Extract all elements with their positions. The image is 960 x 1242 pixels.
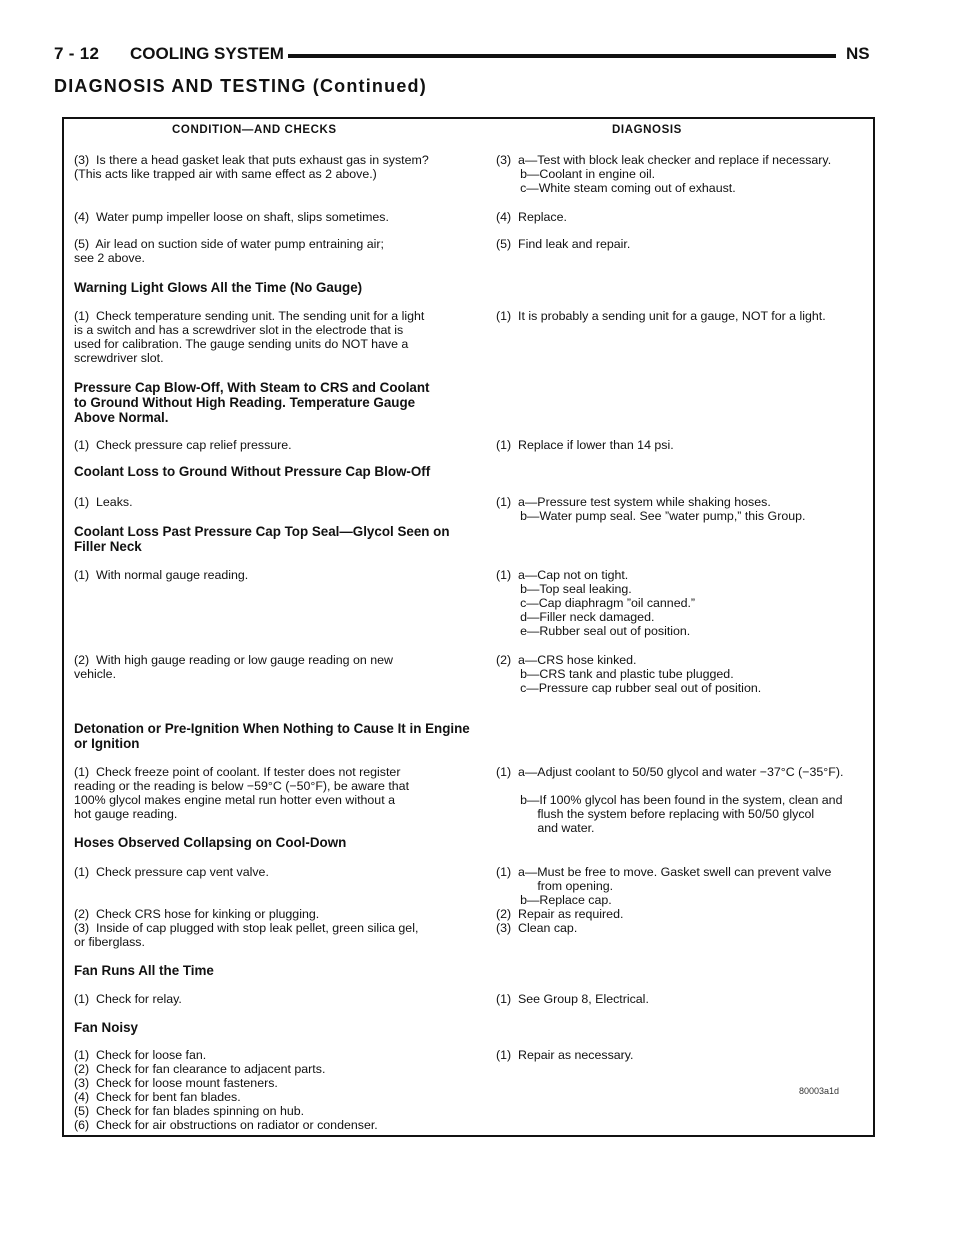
condition-heading-text: Coolant Loss Past Pressure Cap Top Seal—Glycol Seen on Filler Neck (74, 524, 450, 554)
condition-cell: (1) Check pressure cap vent valve. (74, 865, 269, 879)
condition-cell: (3) Is there a head gasket leak that puts exhaust gas in system? (This acts like trapped air with same effect as 2 above.) (74, 153, 429, 181)
condition-cell: (1) Leaks. (74, 495, 133, 509)
condition-heading-text: Pressure Cap Blow-Off, With Steam to CRS and Coolant to Ground Without High Reading. Temperature Gauge Above Normal. (74, 380, 430, 425)
condition-heading-text: Hoses Observed Collapsing on Cool-Down (74, 835, 347, 850)
chapter-title: COOLING SYSTEM (130, 44, 284, 63)
condition-cell: (1) With normal gauge reading. (74, 568, 249, 582)
condition-cell: (2) Check CRS hose for kinking or plugging. (3) Inside of cap plugged with stop leak pellet, green silica gel, or fiberglass. (74, 907, 419, 949)
condition-cell: (1) Check freeze point of coolant. If tester does not register reading or the reading is below −59°C (−50°F), be aware that 100% glycol makes engine metal run hotter even without a hot gauge reading. (74, 765, 410, 821)
diagnosis-cell: (1) Repair as necessary. (496, 1048, 634, 1062)
diagnosis-cell: (1) a—Must be free to move. Gasket swell can prevent valve from opening. b—Replace cap. (496, 865, 832, 907)
condition-heading-text: Fan Noisy (74, 1020, 138, 1035)
diagnosis-table (62, 117, 875, 1137)
diagnosis-cell: (1) Replace if lower than 14 psi. (496, 438, 674, 452)
condition-heading-text: Detonation or Pre-Ignition When Nothing to Cause It in Engine or Ignition (74, 721, 470, 751)
diagnosis-cell: (1) a—Adjust coolant to 50/50 glycol and water −37°C (−35°F). b—If 100% glycol has been found in the system, clean and flush the system before replacing with 50/50 glycol and water. (496, 765, 844, 835)
diagnosis-cell: (2) a—CRS hose kinked. b—CRS tank and plastic tube plugged. c—Pressure cap rubber seal out of position. (496, 653, 762, 695)
condition-cell: (1) Check for relay. (74, 992, 182, 1006)
page-number: 7 - 12 (54, 44, 100, 63)
column-header-condition: CONDITION—AND CHECKS (172, 124, 337, 136)
diagnosis-cell: (4) Replace. (496, 210, 567, 224)
column-header-diagnosis: DIAGNOSIS (612, 124, 682, 136)
condition-heading-text: Coolant Loss to Ground Without Pressure Cap Blow-Off (74, 464, 431, 479)
condition-heading-text: Warning Light Glows All the Time (No Gauge) (74, 280, 363, 295)
diagnosis-cell: (1) a—Pressure test system while shaking hoses. b—Water pump seal. See ”water pump,” this Group. (496, 495, 806, 523)
condition-cell: (5) Air lead on suction side of water pump entraining air; see 2 above. (74, 237, 384, 265)
condition-cell: (1) Check pressure cap relief pressure. (74, 438, 292, 452)
diagnosis-cell: (3) a—Test with block leak checker and replace if necessary. b—Coolant in engine oil. c—White steam coming out of exhaust. (496, 153, 832, 195)
diagnosis-cell: (2) Repair as required. (3) Clean cap. (496, 907, 624, 935)
diagnosis-cell: (1) See Group 8, Electrical. (496, 992, 649, 1006)
condition-heading-text: Fan Runs All the Time (74, 963, 214, 978)
figure-id: 80003a1d (799, 1086, 840, 1096)
header-rule (288, 54, 836, 58)
diagnosis-cell: (1) It is probably a sending unit for a gauge, NOT for a light. (496, 309, 826, 323)
section-title: DIAGNOSIS AND TESTING (Continued) (54, 76, 427, 96)
diagnosis-cell: (1) a—Cap not on tight. b—Top seal leaking. c—Cap diaphragm ”oil canned.” d—Filler neck damaged. e—Rubber seal out of position. (496, 568, 696, 638)
condition-cell: (2) With high gauge reading or low gauge reading on new vehicle. (74, 653, 393, 681)
condition-cell: (1) Check temperature sending unit. The sending unit for a light is a switch and has a screwdriver slot in the electrode that is used for calibration. The gauge sending units do NOT have a screwdriver slot. (74, 309, 425, 365)
condition-cell: (4) Water pump impeller loose on shaft, slips sometimes. (74, 210, 389, 224)
diagnosis-cell: (5) Find leak and repair. (496, 237, 631, 251)
condition-cell: (1) Check for loose fan. (2) Check for fan clearance to adjacent parts. (3) Check for loose mount fasteners. (4) Check for bent fan blades. (5) Check for fan blades spinning on hub. (6) Check for air obstructions on radiator or condenser. (74, 1048, 378, 1132)
model-code: NS (846, 44, 870, 63)
